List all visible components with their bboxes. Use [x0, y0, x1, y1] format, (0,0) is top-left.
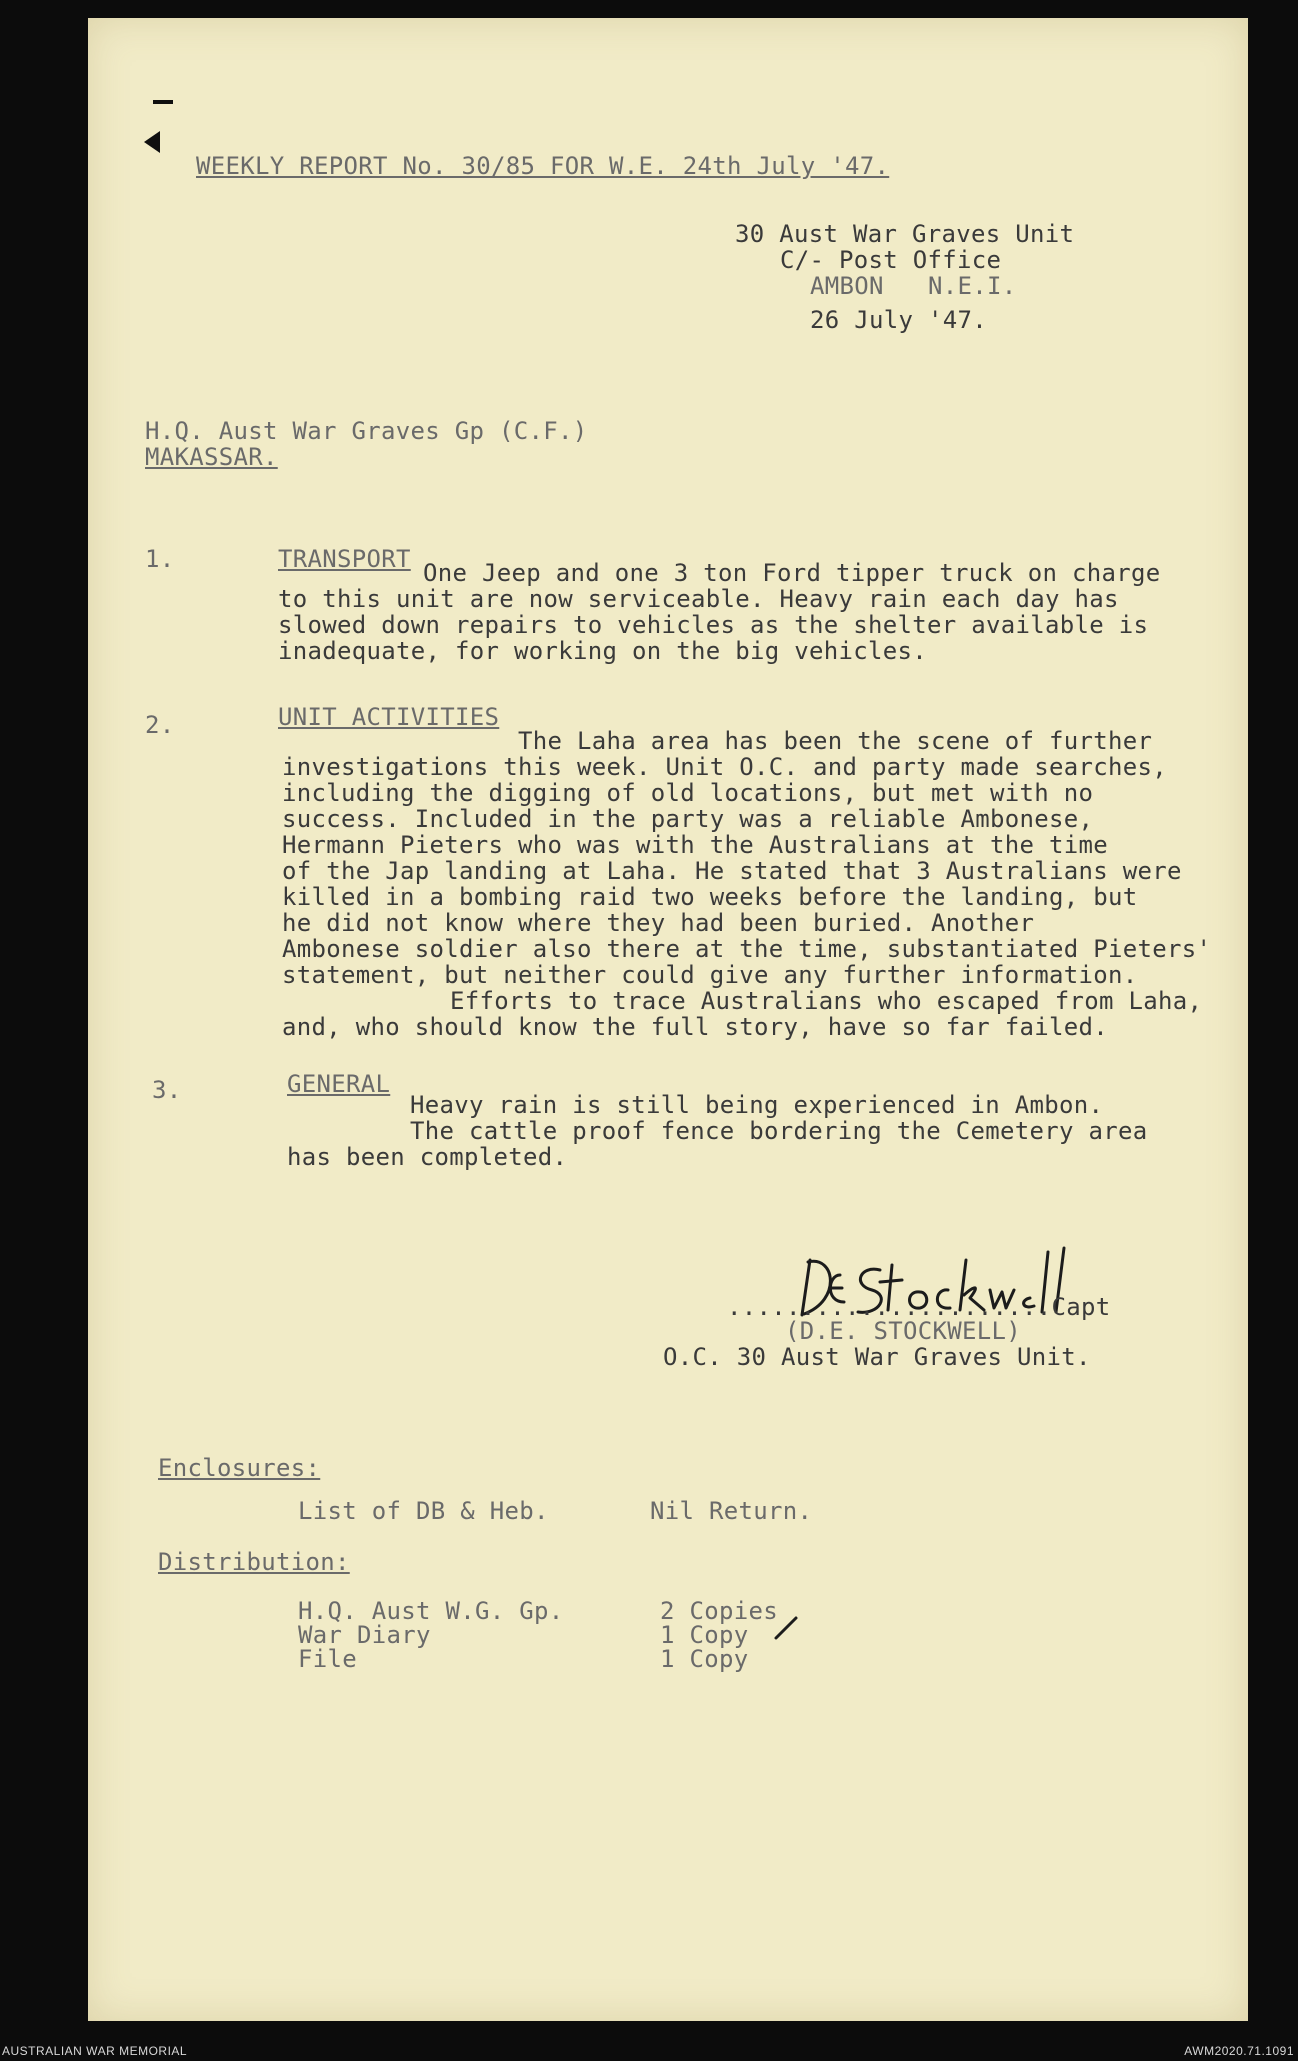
letter-date: 26 July '47. — [810, 306, 987, 334]
section-3-heading: GENERAL — [287, 1070, 391, 1098]
distribution-label: Distribution: — [158, 1548, 350, 1576]
section-3-number: 3. — [152, 1076, 182, 1104]
section-1-heading: TRANSPORT — [278, 545, 411, 573]
section-3-line-1: Heavy rain is still being experienced in Ambon. — [410, 1091, 1104, 1119]
section-2-line-4: success. Included in the party was a reliable Ambonese, — [282, 805, 1094, 833]
section-1-number: 1. — [145, 545, 175, 573]
enclosures-label: Enclosures: — [158, 1454, 321, 1482]
section-2-line-1: The Laha area has been the scene of further — [518, 727, 1153, 755]
section-2-line-3: including the digging of old locations, but met with no — [282, 779, 1094, 807]
section-2-line-5: Hermann Pieters who was with the Australians at the time — [282, 831, 1108, 859]
sender-postal: C/- Post Office — [780, 246, 1002, 274]
report-title: WEEKLY REPORT No. 30/85 FOR W.E. 24th July '47. — [196, 152, 890, 180]
footer-accession-number: AWM2020.71.1091 — [1184, 2044, 1294, 2058]
section-2-line-2: investigations this week. Unit O.C. and party made searches, — [282, 753, 1167, 781]
sender-location: AMBON N.E.I. — [810, 272, 1017, 300]
recipient-hq: H.Q. Aust War Graves Gp (C.F.) — [145, 417, 588, 445]
distribution-recipient-2: War Diary — [298, 1621, 431, 1649]
enclosure-value: Nil Return. — [650, 1497, 813, 1525]
section-1-line-1: One Jeep and one 3 ton Ford tipper truck on charge — [423, 559, 1161, 587]
enclosure-item: List of DB & Heb. — [298, 1497, 549, 1525]
distribution-copies-3: 1 Copy — [660, 1645, 749, 1673]
footer-institution: AUSTRALIAN WAR MEMORIAL — [2, 2044, 188, 2058]
section-2-line-12: and, who should know the full story, have so far failed. — [282, 1013, 1108, 1041]
distribution-copies-1: 2 Copies — [660, 1597, 778, 1625]
signatory-title: O.C. 30 Aust War Graves Unit. — [663, 1343, 1091, 1371]
margin-arrow-mark — [144, 131, 160, 153]
distribution-recipient-1: H.Q. Aust W.G. Gp. — [298, 1597, 564, 1625]
distribution-copies-2: 1 Copy — [660, 1621, 749, 1649]
section-2-line-7: killed in a bombing raid two weeks before the landing, but — [282, 883, 1138, 911]
signatory-name: (D.E. STOCKWELL) — [785, 1317, 1021, 1345]
section-2-line-6: of the Jap landing at Laha. He stated that 3 Australians were — [282, 857, 1182, 885]
signature-dots: ......................Capt — [727, 1293, 1111, 1321]
section-1-line-2: to this unit are now serviceable. Heavy rain each day has — [278, 585, 1119, 613]
section-2-line-9: Ambonese soldier also there at the time, substantiated Pieters' — [282, 935, 1212, 963]
section-2-line-10: statement, but neither could give any further information. — [282, 961, 1138, 989]
recipient-city: MAKASSAR. — [145, 443, 278, 471]
tick-mark — [772, 1614, 802, 1644]
section-1-line-4: inadequate, for working on the big vehicles. — [278, 637, 927, 665]
section-3-line-3: has been completed. — [287, 1143, 568, 1171]
section-1-line-3: slowed down repairs to vehicles as the shelter available is — [278, 611, 1149, 639]
section-2-line-8: he did not know where they had been buried. Another — [282, 909, 1035, 937]
section-2-line-11: Efforts to trace Australians who escaped from Laha, — [450, 987, 1203, 1015]
section-2-heading: UNIT ACTIVITIES — [278, 703, 500, 731]
margin-dash-mark — [153, 100, 173, 104]
section-3-line-2: The cattle proof fence bordering the Cemetery area — [410, 1117, 1148, 1145]
distribution-recipient-3: File — [298, 1645, 357, 1673]
section-2-number: 2. — [145, 711, 175, 739]
sender-unit: 30 Aust War Graves Unit — [735, 220, 1075, 248]
